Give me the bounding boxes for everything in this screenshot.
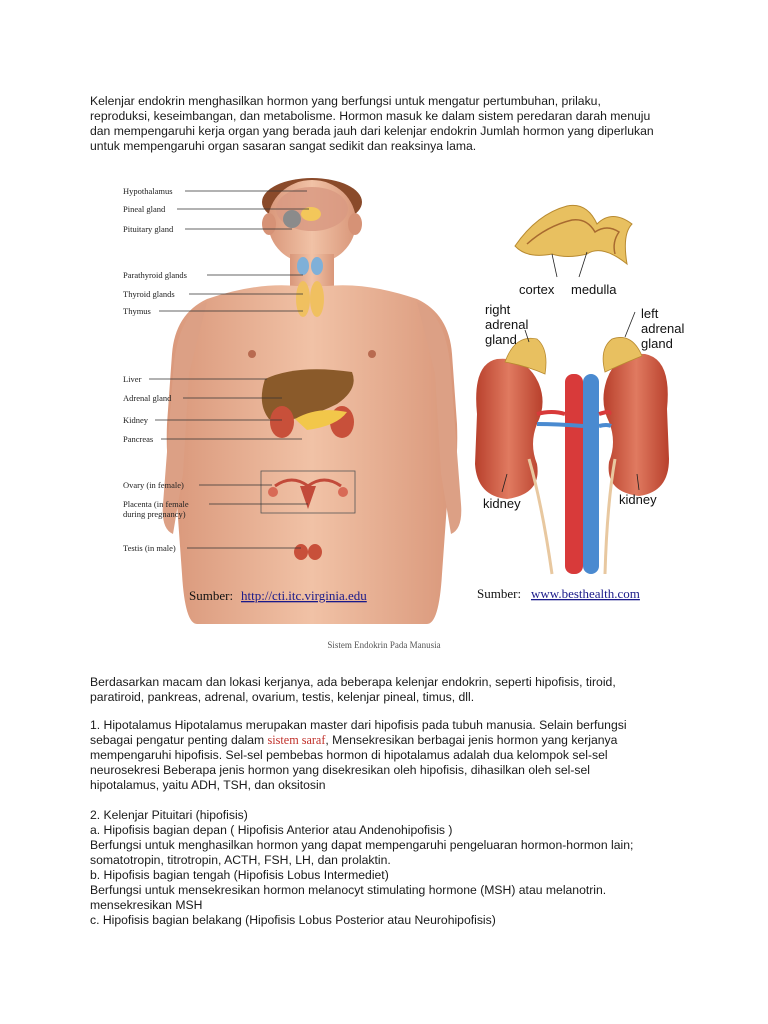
left-source-link[interactable]: http://cti.itc.virginia.edu	[241, 588, 367, 603]
text-line: mensekresikan MSH	[90, 898, 203, 912]
text-line: somatotropin, titrotropin, ACTH, FSH, LH, dan prolaktin.	[90, 853, 391, 867]
human-body-drawing	[163, 178, 462, 624]
intro-paragraph	[90, 94, 680, 154]
label-pancreas: Pancreas	[123, 434, 154, 444]
figure-caption: Sistem Endokrin Pada Manusia	[327, 640, 441, 650]
label-testis: Testis (in male)	[123, 543, 176, 553]
text-line: Berdasarkan macam dan lokasi kerjanya, ada beberapa kelenjar endokrin, seperti hipofisis, tiroid,	[90, 675, 616, 689]
endocrine-illustration	[97, 174, 685, 624]
text-line: b. Hipofisis bagian tengah (Hipofisis Lobus Intermediet)	[90, 868, 389, 882]
text-line	[90, 733, 680, 748]
text-line: Berfungsi untuk mensekresikan hormon melanocyt stimulating hormone (MSH) atau melanotrin.	[90, 883, 607, 897]
text-line: mempengaruhi hipofisis. Sel-sel pembebas hormon di hipotalamus adalah dua kelompok sel-sel	[90, 748, 608, 762]
text-line: Kelenjar endokrin menghasilkan hormon yang berfungsi untuk mengatur pertumbuhan, prilaku,	[90, 94, 601, 108]
text-line: 2. Kelenjar Pituitari (hipofisis)	[90, 808, 248, 822]
text-line: paratiroid, pankreas, adrenal, ovarium, testis, kelenjar pineal, timus, dll.	[90, 690, 475, 704]
label-left-adrenal-3: gland	[641, 336, 673, 351]
label-parathyroid-glands: Parathyroid glands	[123, 270, 187, 280]
label-placenta-2: during pregnancy)	[123, 509, 186, 519]
text-line: a. Hipofisis bagian depan ( Hipofisis Anterior atau Andenohipofisis )	[90, 823, 453, 837]
label-kidney-left: kidney	[483, 496, 521, 511]
label-pineal-gland: Pineal gland	[123, 204, 166, 214]
left-source-label: Sumber:	[189, 588, 234, 603]
paragraph-hipofisis	[90, 808, 680, 928]
text-fragment: , Mensekresikan berbagai jenis hormon yang kerjanya	[325, 733, 618, 747]
label-kidney: Kidney	[123, 415, 149, 425]
label-adrenal-gland: Adrenal gland	[123, 393, 172, 403]
label-cortex: cortex	[519, 282, 555, 297]
label-placenta: Placenta (in female	[123, 499, 189, 509]
paragraph-hipotalamus	[90, 718, 680, 793]
right-source-label: Sumber:	[477, 586, 522, 601]
label-liver: Liver	[123, 374, 142, 384]
text-line: hipotalamus, yaitu ADH, TSH, dan oksitosin	[90, 778, 326, 792]
endocrine-figure	[97, 174, 685, 624]
label-kidney-right: kidney	[619, 492, 657, 507]
label-right-adrenal-1: right	[485, 302, 511, 317]
right-source-link[interactable]: www.besthealth.com	[531, 586, 640, 601]
label-pituitary-gland: Pituitary gland	[123, 224, 174, 234]
label-hypothalamus: Hypothalamus	[123, 186, 173, 196]
label-thymus: Thymus	[123, 306, 151, 316]
text-line: c. Hipofisis bagian belakang (Hipofisis Lobus Posterior atau Neurohipofisis)	[90, 913, 496, 927]
label-right-adrenal-2: adrenal	[485, 317, 529, 332]
text-line: neurosekresi Beberapa jenis hormon yang disekresikan oleh hipofisis, dihasilkan oleh sel-sel	[90, 763, 590, 777]
text-line: untuk mempengaruhi organ sasaran sangat sedikit dan reaksinya lama.	[90, 139, 477, 153]
adrenal-kidney-drawing	[475, 205, 669, 574]
text-line: reproduksi, keseimbangan, dan metabolisme. Hormon masuk ke dalam sistem peredaran darah menuju	[90, 109, 651, 123]
label-left-adrenal-2: adrenal	[641, 321, 685, 336]
label-thyroid-glands: Thyroid glands	[123, 289, 175, 299]
text-line: Berfungsi untuk menghasilkan hormon yang dapat mempengaruhi pengeluaran hormon-hormon lain;	[90, 838, 634, 852]
label-right-adrenal-3: gland	[485, 332, 517, 347]
label-ovary: Ovary (in female)	[123, 480, 184, 490]
text-line: dan mempengaruhi kerja organ yang berada jauh dari kelenjar endokrin Jumlah hormon yang diperlukan	[90, 124, 654, 138]
text-fragment: sebagai pengatur penting dalam	[90, 733, 268, 747]
label-left-adrenal-1: left	[641, 306, 659, 321]
sistem-saraf-link[interactable]: sistem saraf	[267, 733, 326, 747]
paragraph-glands-list	[90, 675, 680, 705]
label-medulla: medulla	[571, 282, 617, 297]
text-line: 1. Hipotalamus Hipotalamus merupakan master dari hipofisis pada tubuh manusia. Selain berfungsi	[90, 718, 627, 732]
